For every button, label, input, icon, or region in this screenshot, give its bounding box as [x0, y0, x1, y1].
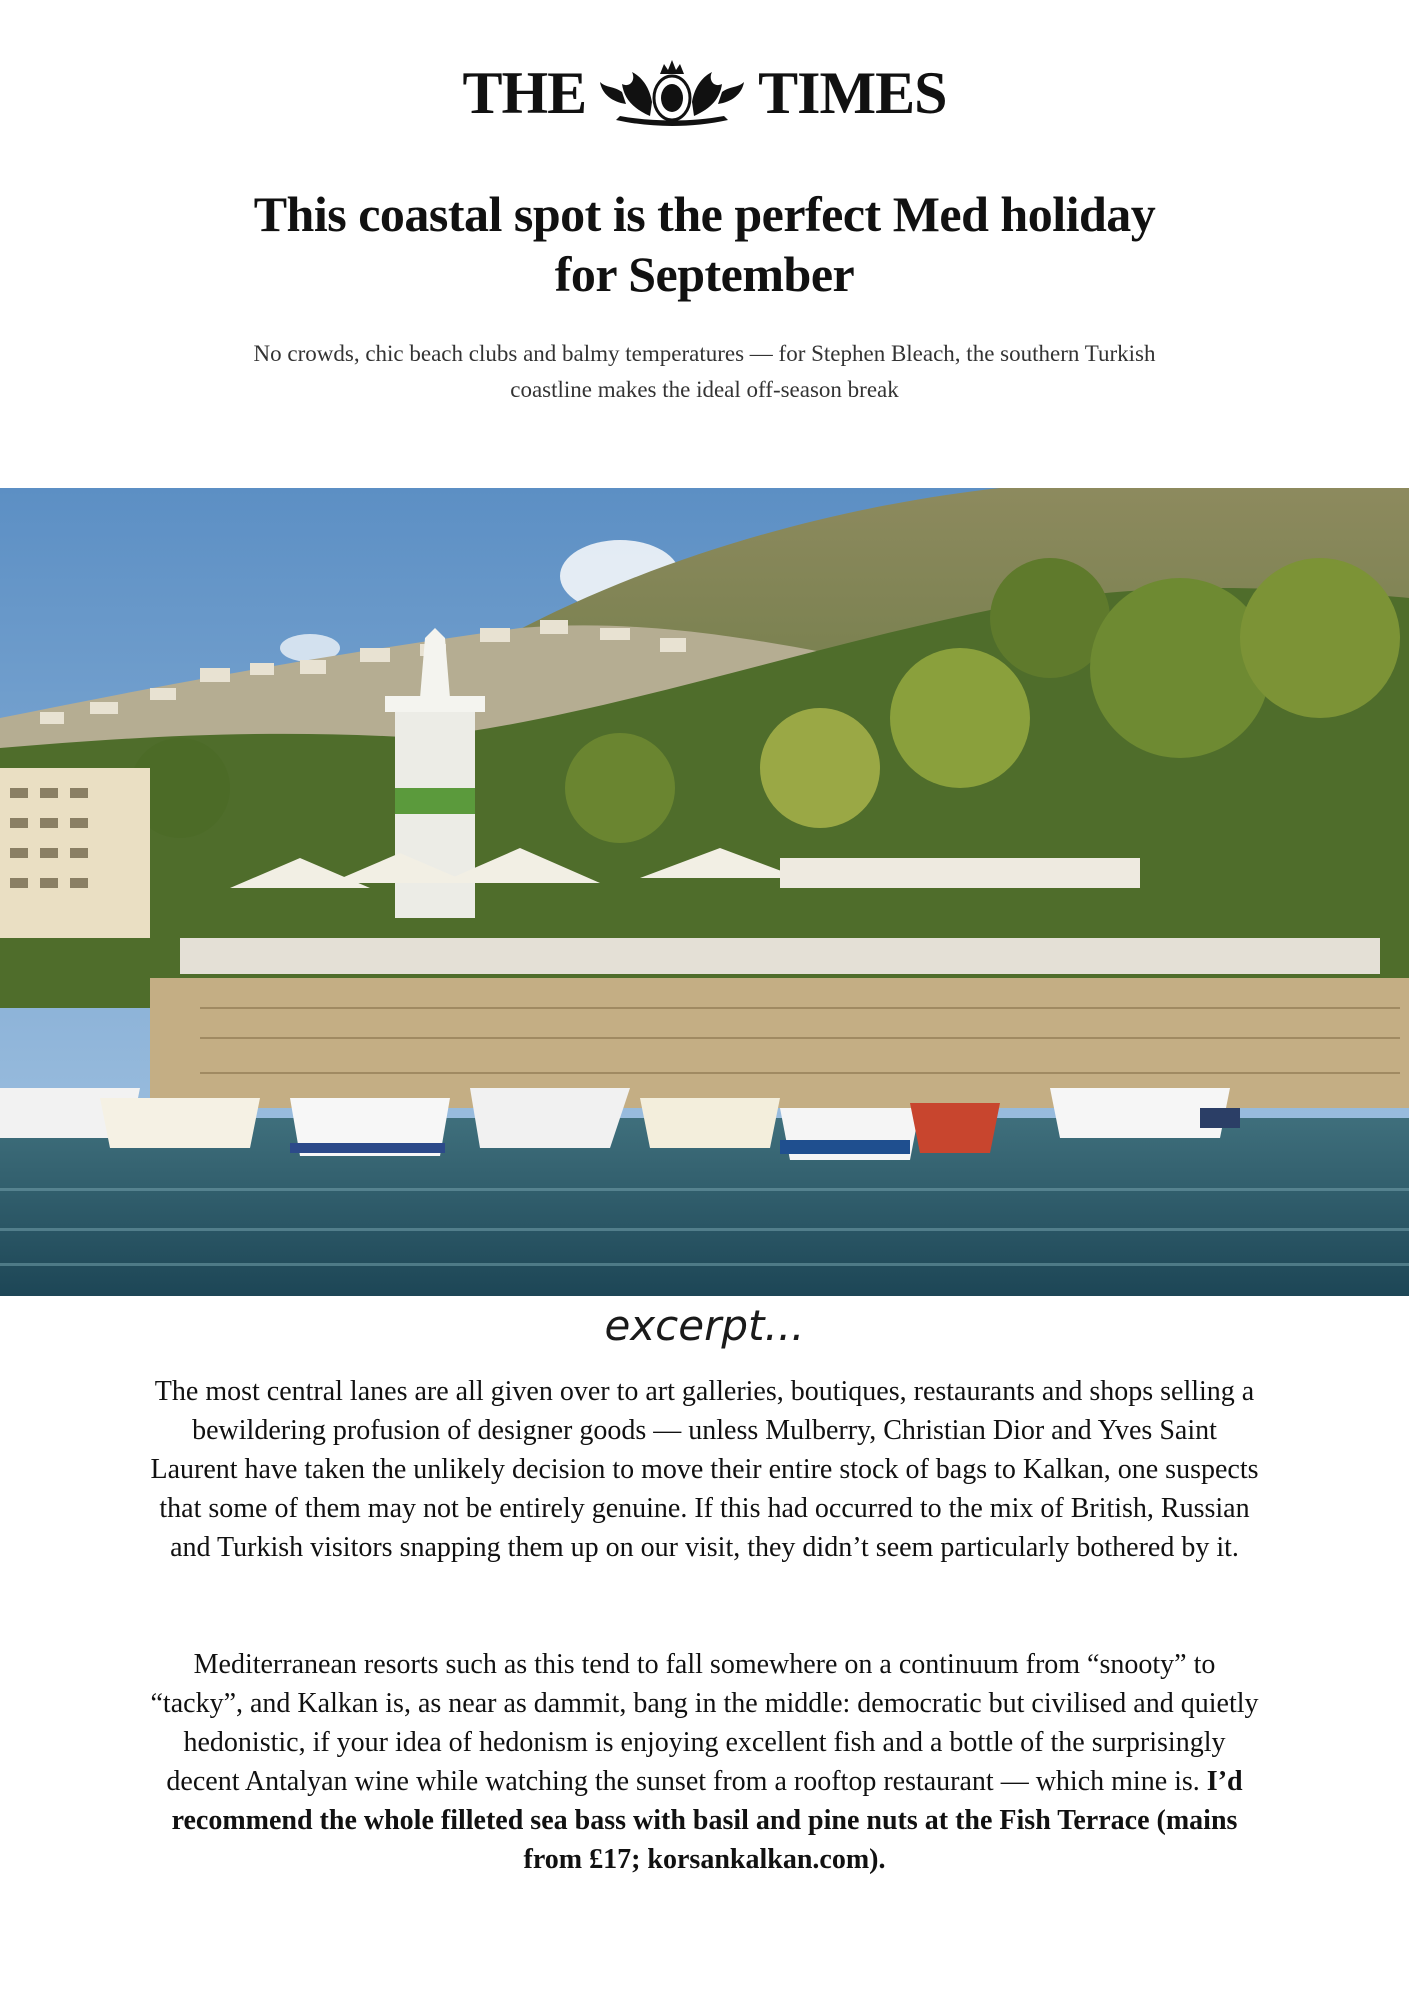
recommendation-text: I’d recommend the whole filleted sea bass with basil and pine nuts at the Fish Terrace (mains from £17; korsankalkan.com). [171, 1766, 1243, 1875]
article-paragraph-1: The most central lanes are all given over to art galleries, boutiques, restaurants and shops selling a bewildering profusion of designer goods — unless Mulberry, Christian Dior and Yves Saint Laurent have taken the unlikely decision to move their entire stock of bags to Kalkan, one suspects that some of them may not be entirely genuine. If this had occurred to the mix of British, Russian and Turkish visitors snapping them up on our visit, they didn’t seem particularly bothered by it. [150, 1376, 1259, 1563]
excerpt-label: excerpt... [604, 1301, 805, 1350]
masthead-the: THE [462, 59, 587, 126]
masthead-times: TIMES [758, 59, 947, 126]
article-paragraph-2 [150, 1645, 1259, 1879]
royal-coat-of-arms-icon [592, 58, 752, 128]
masthead [0, 58, 1409, 128]
article-standfirst: No crowds, chic beach clubs and balmy temperatures — for Stephen Bleach, the southern Turkish coastline makes the ideal off-season break [253, 341, 1156, 402]
article-paragraph-2-text: Mediterranean resorts such as this tend to fall somewhere on a continuum from “snooty” to “tacky”, and Kalkan is, as near as dammit, bang in the middle: democratic but civilised and quietly hedonistic, if your idea of hedonism is enjoying excellent fish and a bottle of the surprisingly decent Antalyan wine while watching the sunset from a rooftop restaurant — which mine is. [150, 1649, 1259, 1797]
article-headline: This coastal spot is the perfect Med holiday for September [253, 186, 1156, 302]
kalkan-harbour-photo [0, 488, 1409, 1296]
